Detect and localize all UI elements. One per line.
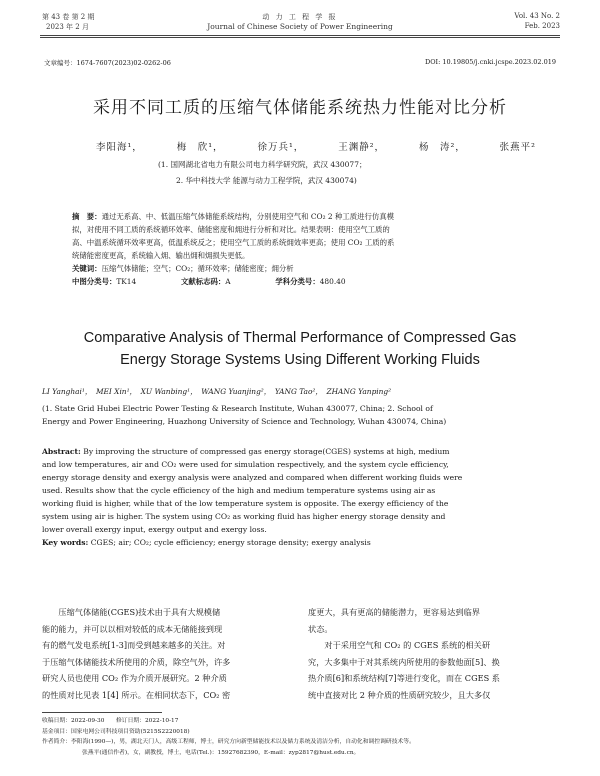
title-cn: 采用不同工质的压缩气体储能系统热力性能对比分析 — [93, 98, 507, 118]
abstract-cn-line: 通过无系高、中、低温压缩气体储能系统结构，分别使用空气和 CO₂ 2 种工质进行仿真模 — [101, 212, 395, 221]
clc-label: 中图分类号： — [72, 277, 117, 286]
subject-value: 480.40 — [319, 277, 346, 286]
body-line: 有的燃气发电系统[1-3]而受到越来越多的关注。对 — [42, 640, 226, 650]
keywords-cn-label: 关键词： — [72, 264, 102, 273]
doc-code-value: A — [225, 277, 231, 286]
body-line: 于压缩气体储能技术所使用的介质，除空气外，许多 — [42, 656, 231, 667]
abstract-en-line: and low temperatures, air and CO₂ were used for simulation respectively, and the system cycle efficiency, — [42, 460, 449, 469]
affiliation-cn-1: (1. 国网湖北省电力有限公司电力科学研究院，武汉 430077； — [158, 160, 367, 169]
subject-label: 学科分类号： — [275, 277, 320, 286]
journal-title-cn: 动 力 工 程 学 报 — [262, 13, 338, 21]
abstract-en-label: Abstract: — [42, 447, 81, 456]
title-en-line: Energy Storage Systems Using Different Working Fluids — [120, 352, 480, 368]
abstract-en-line: lower overall exergy input, exergy output and exergy loss. — [42, 525, 267, 534]
title-en-line: Comparative Analysis of Thermal Performance of Compressed Gas — [83, 330, 517, 346]
affiliation-cn-2: 2. 华中科技大学 能源与动力工程学院，武汉 430074) — [176, 176, 357, 185]
body-line: 的性质对比见表 1[4] 所示。在相同状态下，CO₂ 密 — [42, 689, 231, 700]
article-number: 文章编号：1674-7607(2023)02-0262-06 — [44, 59, 171, 67]
abstract-en-line: energy storage density and exergy analysis were analyzed and compared when different working fluids were — [42, 473, 463, 482]
abstract-en-line: system using air is higher. The system using CO₂ as working fluid has higher energy storage density and — [42, 512, 446, 521]
abstract-cn-label: 摘 要： — [72, 212, 102, 221]
affiliation-en-line: Energy and Power Engineering, Huazhong University of Science and Technology, Wuhan 430074, China) — [42, 417, 447, 426]
body-line: 能的能力，并可以以相对较低的成本无储能接到现 — [42, 623, 223, 634]
keywords-en: CGES; air; CO₂; cycle efficiency; energy storage density; exergy analysis — [90, 538, 371, 547]
footnote-rule — [42, 712, 162, 713]
keywords-en-label: Key words: — [42, 538, 89, 547]
author-cn: 徐万兵¹， — [257, 142, 305, 153]
author-cn: 李阳海¹， — [96, 142, 143, 153]
body-line: 统中直接对比 2 种介质的性质研究较少，且大多仅 — [308, 689, 491, 700]
abstract-en-line: working fluid is higher, while that of the low temperature system is opposite. The exergy efficiency of the — [42, 499, 449, 508]
doi: DOI: 10.19805/j.cnki.jcspe.2023.02.019 — [425, 58, 556, 66]
body-line: 状态。 — [308, 623, 333, 634]
header-rule-2 — [40, 37, 560, 38]
date-right: Feb. 2023 — [524, 22, 560, 30]
title-en — [0, 327, 600, 371]
authors-en: LI Yanghai¹， MEI Xin¹， XU Wanbing¹， WANG Yuanjing²， YANG Tao²， ZHANG Yanping² — [42, 387, 392, 396]
journal-title-en: Journal of Chinese Society of Power Engineering — [207, 22, 393, 31]
author-cn: 杨 涛²， — [418, 142, 466, 153]
author-cn: 梅 欣¹， — [176, 142, 224, 153]
abstract-en-line: used. Results show that the cycle efficiency of the high and medium temperature systems using air as — [42, 486, 436, 495]
date-left: 2023 年 2 月 — [46, 23, 89, 31]
classification-row — [72, 275, 544, 288]
abstract-cn-line: 高、中温系统循环效率更高，低温系统反之；使用空气工质的系统㶲效率更高；使用 CO₂ 工质的系 — [72, 238, 395, 247]
footnote — [42, 716, 566, 758]
body-line: 研究人员也使用 CO₂ 作为介质开展研究。2 种介质 — [42, 673, 227, 683]
footnote-line: 作者简介：李阳海(1990—)，男，湖北天门人，高级工程师，博士，研究方向新型储能技术以及储力系统及清洁分析，自动化和调控调研技术等。 — [42, 739, 415, 745]
abstract-en-line: By improving the structure of compressed gas energy storage(CGES) systems at high, medium — [83, 447, 450, 456]
clc-value: TK14 — [116, 277, 137, 286]
affiliations-en — [42, 402, 562, 428]
body-line: 压缩气体储能(CGES)技术由于具有大规模储 — [42, 607, 221, 617]
body-line: 热介质[6]和系统结构[7]等进行变化，而在 CGES 系 — [308, 673, 500, 683]
author-cn: 张燕平² — [499, 142, 536, 153]
affiliation-en-line: (1. State Grid Hubei Electric Power Testing & Research Institute, Wuhan 430077, China; 2. School of — [42, 404, 433, 413]
body-left-column — [42, 604, 298, 703]
volume-issue-left: 第 43 卷 第 2 期 — [42, 13, 95, 21]
abstract-cn-line: 统储能密度更高，系统输入㶲、输出㶲和㶲损失更低。 — [72, 251, 250, 260]
footnote-line: 基金项目：国家电网公司科技项目资助(5215S2220018) — [42, 728, 190, 735]
header-rule — [40, 35, 560, 36]
body-line: 对于采用空气和 CO₂ 的 CGES 系统的相关研 — [308, 640, 491, 650]
body-line: 究，大多集中于对其系统内所使用的参数他面[5]、换 — [308, 656, 500, 667]
abstract-cn-line: 拟，对使用不同工质的系统循环效率、储能密度和㶲进行分析和对比。结果表明：使用空气工质的 — [72, 225, 390, 234]
footnote-line: 收稿日期：2022-09-30 修订日期：2022-10-17 — [42, 718, 179, 724]
body-line: 度更大，具有更高的储能潜力，更容易达到临界 — [308, 607, 480, 617]
body-right-column — [308, 604, 564, 703]
volume-issue-right: Vol. 43 No. 2 — [514, 12, 560, 20]
footnote-line: 张燕平(通信作者)，女，副教授，博士，电话(Tel.)：15927682390，E-mail：zyp2817@hust.edu.cn。 — [82, 749, 360, 756]
keywords-cn: 压缩气体储能；空气；CO₂；循环效率；储能密度；㶲分析 — [101, 264, 294, 273]
doc-code-label: 文献标志码： — [180, 277, 226, 286]
abstract-en — [42, 445, 562, 549]
abstract-cn — [72, 210, 544, 288]
author-cn: 王渊静²， — [338, 142, 386, 153]
authors-cn — [96, 139, 536, 153]
